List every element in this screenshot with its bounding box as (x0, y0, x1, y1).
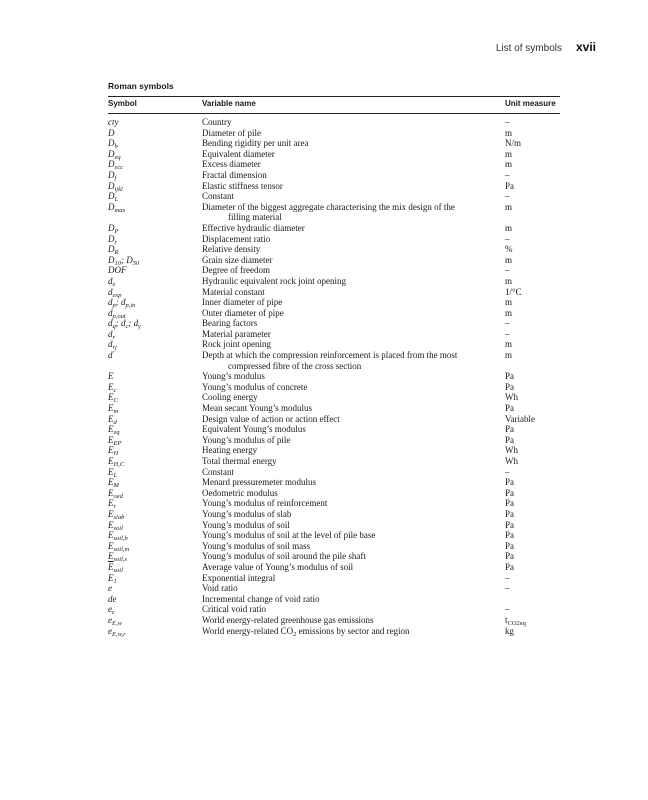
symbol-cell: $E_1$ (108, 572, 117, 585)
table-row (108, 234, 560, 245)
table-row (108, 604, 560, 615)
variable-cell: Relative density (202, 244, 261, 255)
variable-cell: Inner diameter of pipe (202, 297, 283, 308)
unit-cell: Pa (505, 561, 514, 572)
table-row (108, 128, 560, 139)
table-row (108, 350, 560, 371)
variable-cell: Country (202, 117, 232, 127)
variable-cell: Young’s modulus of slab (202, 508, 292, 519)
variable-cell: Hydraulic equivalent rock joint opening (202, 275, 346, 286)
symbol-cell: $D_{ijkl}$ (108, 180, 123, 193)
table-row (108, 562, 560, 573)
variable-cell: Young’s modulus of soil at the level of pile base (202, 530, 376, 541)
symbol-cell: $D_{10}$; $D_{50}$ (108, 254, 140, 267)
unit-cell: m (505, 127, 513, 138)
unit-cell: Pa (505, 371, 514, 382)
header-unit-measure: Unit measure (505, 99, 556, 108)
variable-cell: Diameter of the biggest aggregate characterising the mix design of the filling material (202, 201, 455, 223)
symbol-cell: $d_{p,out}$ (108, 307, 126, 320)
unit-cell: % (505, 244, 513, 255)
unit-cell: Wh (505, 392, 518, 403)
unit-cell: N/m (505, 138, 522, 149)
table-row (108, 594, 560, 605)
symbol-cell: $E_r$ (108, 498, 117, 511)
variable-cell: Fractal dimension (202, 169, 267, 180)
variable-cell: Oedometric modulus (202, 487, 278, 498)
table-row (108, 477, 560, 488)
variable-cell: Degree of freedom (202, 265, 270, 276)
table-row (108, 456, 560, 467)
unit-cell: kg (505, 625, 514, 636)
variable-cell: Young’s modulus of pile (202, 434, 291, 445)
unit-cell: m (505, 222, 513, 233)
unit-cell: Pa (505, 530, 514, 541)
symbol-cell: $d_e$ (108, 275, 116, 288)
symbol-cell: $E_{soil,s}$ (108, 551, 128, 564)
symbol-cell: E (108, 371, 114, 382)
symbol-cell: $D_b$ (108, 138, 118, 151)
table-row (108, 329, 560, 340)
table-row (108, 414, 560, 425)
symbol-cell: $d_q$; $d_c$; $d_\gamma$ (108, 318, 141, 331)
symbol-cell: $D_r$ (108, 233, 118, 246)
table-row (108, 159, 560, 170)
unit-cell: – (505, 328, 510, 339)
symbol-cell: $D_{max}$ (108, 201, 126, 214)
table-row (108, 138, 560, 149)
unit-cell: Pa (505, 434, 514, 445)
table-row (108, 308, 560, 319)
unit-cell: Pa (505, 403, 514, 414)
symbol-cell: $e_{E,w}$ (108, 614, 122, 627)
symbol-cell: $e_c$ (108, 604, 115, 617)
symbol-cell: $E_{soil}$ (108, 519, 123, 532)
variable-cell: Design value of action or action effect (202, 413, 340, 424)
table-row (108, 382, 560, 393)
unit-cell: m (505, 297, 513, 308)
symbol-cell: cty (108, 117, 119, 127)
variable-cell: Constant (202, 466, 235, 477)
symbol-cell: $E_{soil,b}$ (108, 530, 128, 543)
unit-cell: m (505, 201, 513, 212)
variable-cell: Cooling energy (202, 392, 258, 403)
unit-cell: Variable (505, 413, 535, 424)
header-variable-name: Variable name (202, 99, 256, 108)
table-row (108, 244, 560, 255)
table-row (108, 498, 560, 509)
table-row (108, 371, 560, 382)
symbol-cell: $D_P$ (108, 222, 119, 235)
variable-cell: Rock joint opening (202, 339, 271, 350)
section-title: Roman symbols (108, 81, 174, 91)
symbol-cell: $D_f$ (108, 169, 117, 182)
table-row (108, 181, 560, 192)
variable-cell: Total thermal energy (202, 456, 277, 466)
unit-cell: Pa (505, 519, 514, 530)
symbol-cell: $E_{EP}$ (108, 434, 122, 447)
variable-cell: Diameter of pile (202, 127, 261, 138)
symbol-cell: $d_{exp}$ (108, 286, 122, 299)
variable-cell: Young’s modulus of soil (202, 519, 290, 530)
variable-cell: Depth at which the compression reinforcement is placed from the most compressed fibre of the cross section (202, 350, 458, 371)
symbol-cell: $E_{H,C}$ (108, 456, 125, 468)
page-number: xvii (575, 40, 596, 54)
unit-cell: – (505, 117, 510, 127)
symbol-cell: $E_L$ (108, 466, 118, 479)
unit-cell: m (505, 339, 513, 350)
unit-cell: – (505, 466, 510, 477)
table-row (108, 149, 560, 160)
symbol-cell: $D_{ecc}$ (108, 159, 124, 172)
unit-cell: – (505, 191, 510, 202)
table-row (108, 573, 560, 584)
unit-cell: m (505, 159, 513, 170)
table-row (108, 297, 560, 308)
table-row (108, 287, 560, 298)
symbol-cell: $D_R$ (108, 244, 119, 257)
symbol-cell: de (108, 593, 117, 604)
variable-cell: Material parameter (202, 328, 271, 339)
unit-cell: Pa (505, 498, 514, 509)
table-row (108, 424, 560, 435)
unit-cell: m (505, 148, 513, 159)
unit-cell: – (505, 572, 510, 583)
table-row (108, 520, 560, 531)
symbol-cell: $E_m$ (108, 403, 119, 416)
table-row (108, 445, 560, 456)
variable-cell: Incremental change of void ratio (202, 593, 320, 604)
unit-cell: Pa (505, 180, 514, 191)
unit-cell: Wh (505, 456, 518, 466)
variable-cell: Young’s modulus of soil around the pile shaft (202, 551, 366, 562)
unit-cell: m (505, 307, 513, 318)
unit-cell: – (505, 233, 510, 244)
symbol-cell: $D_{eq}$ (108, 148, 121, 161)
table-row (108, 170, 560, 181)
table-row (108, 255, 560, 266)
table-row (108, 615, 560, 626)
variable-cell: World energy-related greenhouse gas emissions (202, 614, 374, 625)
table-top-rule (108, 96, 560, 97)
symbol-cell: $E_c$ (108, 381, 117, 394)
table-row (108, 583, 560, 594)
symbol-cell: e (108, 583, 112, 594)
variable-cell: Bearing factors (202, 318, 258, 329)
table-row (108, 318, 560, 329)
unit-cell: m (505, 275, 513, 286)
symbol-cell: d′ (108, 350, 114, 361)
unit-cell (505, 594, 560, 605)
variable-cell: Effective hydraulic diameter (202, 222, 305, 233)
symbol-cell: $D_L$ (108, 191, 119, 204)
variable-cell: Young’s modulus of soil mass (202, 540, 311, 551)
table-row (108, 541, 560, 552)
table-row (108, 530, 560, 541)
unit-cell: Pa (505, 381, 514, 392)
unit-cell: 1/°C (505, 286, 522, 297)
symbol-cell: $E_H$ (108, 445, 119, 458)
unit-cell: Pa (505, 540, 514, 551)
table-row (108, 509, 560, 520)
unit-cell: Pa (505, 424, 514, 435)
unit-cell: Wh (505, 445, 518, 456)
unit-cell: – (505, 169, 510, 180)
variable-cell: Critical void ratio (202, 604, 266, 615)
variable-cell: Young’s modulus of reinforcement (202, 498, 328, 509)
symbol-cell: $E_{oed}$ (108, 487, 123, 500)
table-row (108, 191, 560, 202)
variable-cell: Outer diameter of pipe (202, 307, 284, 318)
variable-cell: Equivalent Young’s modulus (202, 424, 306, 435)
symbols-table (108, 117, 560, 636)
table-row (108, 117, 560, 128)
table-row (108, 265, 560, 276)
variable-cell: Excess diameter (202, 159, 261, 170)
table-row (108, 276, 560, 287)
unit-cell: – (505, 604, 510, 615)
unit-cell: Pa (505, 508, 514, 519)
unit-cell: m (505, 350, 513, 361)
variable-cell: Bending rigidity per unit area (202, 138, 309, 149)
unit-cell: m (505, 254, 513, 265)
symbol-cell: $E_{slab}$ (108, 508, 125, 521)
variable-cell: Displacement ratio (202, 233, 271, 244)
symbol-cell: $E_{soil,m}$ (108, 540, 130, 553)
symbol-cell: D (108, 127, 115, 138)
variable-cell: Grain size diameter (202, 254, 273, 265)
variable-cell: Constant (202, 191, 235, 202)
variable-cell: Menard pressuremeter modulus (202, 477, 316, 488)
symbol-cell: $E_{eq}$ (108, 424, 120, 437)
symbol-cell: $d_{rj}$ (108, 339, 117, 352)
variable-cell: Elastic stiffness tensor (202, 180, 283, 191)
variable-cell: Exponential integral (202, 572, 276, 583)
unit-cell: Pa (505, 551, 514, 562)
table-row (108, 392, 560, 403)
variable-cell: Average value of Young’s modulus of soil (202, 561, 354, 572)
table-row (108, 488, 560, 499)
unit-cell: Pa (505, 487, 514, 498)
table-row (108, 403, 560, 414)
variable-cell: Mean secant Young’s modulus (202, 403, 312, 414)
unit-cell: – (505, 318, 510, 329)
variable-cell: Material constant (202, 286, 265, 297)
symbol-cell: $E_d$ (108, 413, 117, 426)
table-row (108, 339, 560, 350)
symbol-cell: DOF (108, 265, 127, 276)
variable-cell: Young’s modulus of concrete (202, 381, 308, 392)
table-row (108, 467, 560, 478)
unit-cell: $t_{CO2eq}$ (505, 614, 526, 627)
unit-cell: – (505, 265, 510, 276)
variable-cell: Young’s modulus (202, 371, 265, 382)
header-symbol: Symbol (108, 99, 137, 108)
variable-cell: Void ratio (202, 583, 238, 594)
symbol-cell: $\overline{E}_{soil}$ (108, 561, 123, 574)
running-head (496, 40, 596, 54)
table-row (108, 202, 560, 223)
unit-cell: Pa (505, 477, 514, 488)
variable-cell: Equivalent diameter (202, 148, 275, 159)
table-row (108, 435, 560, 446)
table-row (108, 223, 560, 234)
variable-cell: Heating energy (202, 445, 258, 456)
running-head-title: List of symbols (495, 43, 562, 54)
table-header-rule (108, 113, 560, 114)
symbol-cell: $E_M$ (108, 477, 119, 490)
table-row (108, 626, 560, 637)
unit-cell: – (505, 583, 510, 594)
table-row (108, 551, 560, 562)
symbol-cell: $d_r$ (108, 328, 116, 341)
symbol-cell: $e_{E,w,r}$ (108, 625, 126, 638)
symbol-cell: $E_C$ (108, 392, 118, 405)
symbol-cell: $d_p$; $d_{p,in}$ (108, 297, 136, 310)
variable-cell: World energy-related $CO_2$ emissions by sector and region (202, 625, 410, 638)
